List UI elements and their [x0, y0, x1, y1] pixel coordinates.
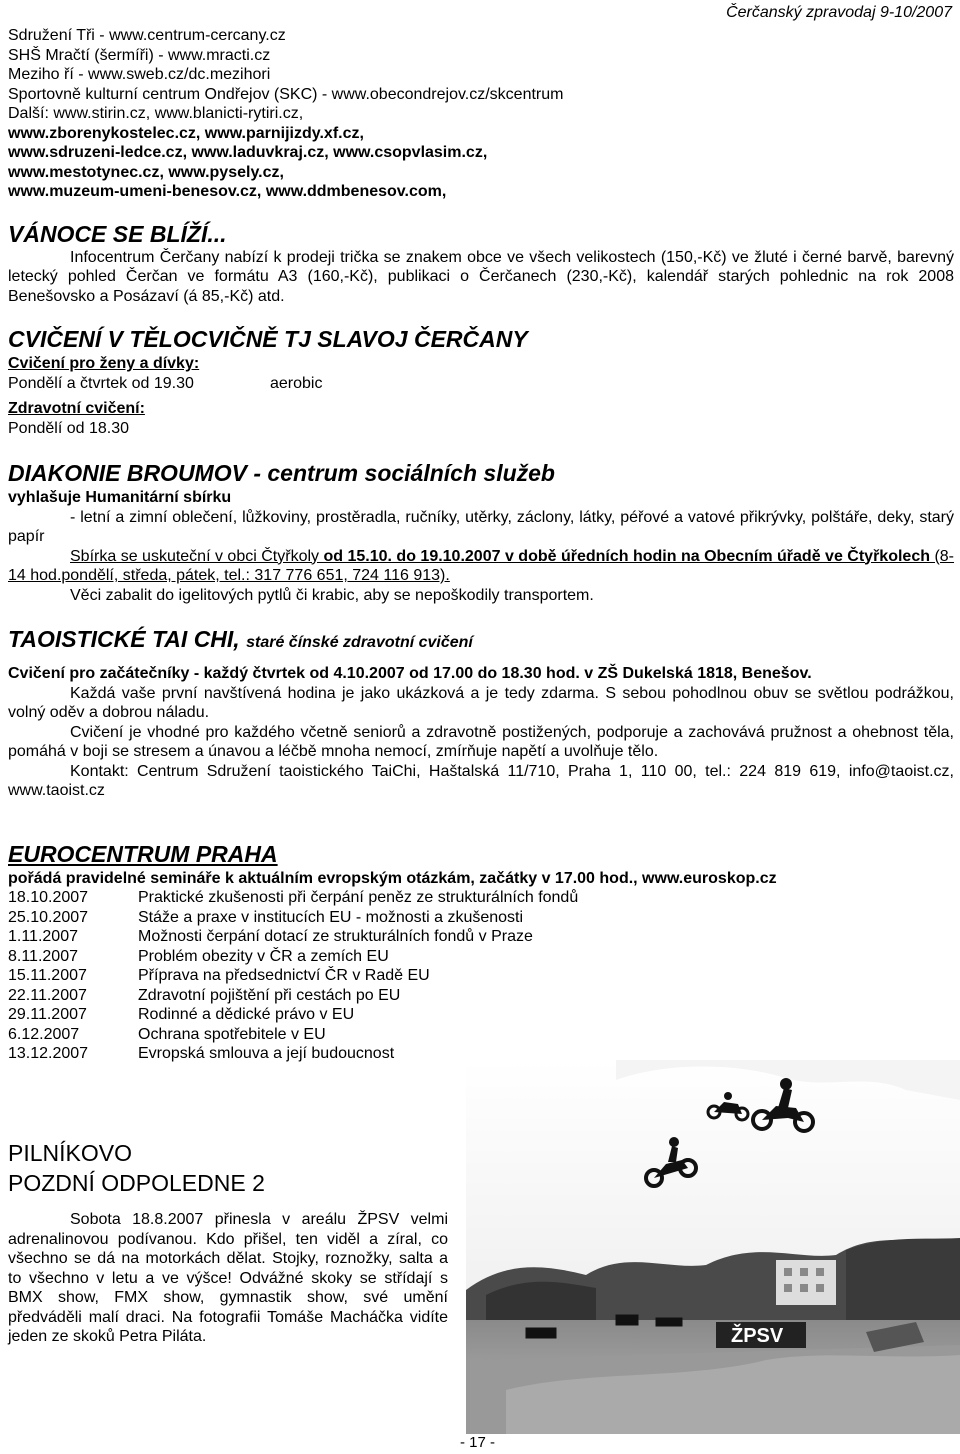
link-line[interactable]: SHŠ Mračtí (šermíři) - www.mracti.cz	[8, 46, 271, 64]
schedule-row	[8, 927, 954, 947]
link-line[interactable]: www.mestotynec.cz, www.pysely.cz,	[8, 163, 284, 181]
diakonie-announce: vyhlašuje Humanitární sbírku	[8, 489, 232, 506]
page-number: - 17 -	[460, 1434, 496, 1451]
diakonie-pack: Věci zabalit do igelitových pytlů či krabic, aby se nepoškodily transportem.	[70, 586, 594, 604]
schedule-date: 6.12.2007	[8, 1025, 80, 1043]
photo-illustration	[466, 1060, 960, 1434]
tai-subtitle: staré čínské zdravotní cvičení	[246, 634, 473, 651]
schedule-row	[8, 908, 954, 928]
link-line[interactable]: Sdružení Tři - www.centrum-cercany.cz	[8, 27, 286, 44]
schedule-date: 13.12.2007	[8, 1045, 89, 1062]
tai-contact: Kontakt: Centrum Sdružení taoistického TaiChi, Haštalská 11/710, Praha 1, 110 00, tel.: 224 819 619, info@taoist.cz, www.taoist.cz	[8, 762, 954, 799]
tai-title: TAOISTICKÉ TAI CHI,	[8, 626, 240, 652]
gym-type: aerobic	[270, 374, 323, 392]
schedule-row	[8, 1005, 954, 1025]
schedule-topic: Možnosti čerpání dotací ze strukturálních fondů v Praze	[138, 928, 533, 945]
gym-subheading-women: Cvičení pro ženy a dívky:	[8, 355, 200, 372]
gym-heading: CVIČENÍ V TĚLOCVIČNĚ TJ SLAVOJ ČERČANY	[8, 326, 528, 352]
gym-schedule-women	[8, 374, 954, 394]
diakonie-heading: DIAKONIE BROUMOV - centrum sociálních služeb	[8, 460, 555, 486]
photo-banner-text: ŽPSV	[731, 1325, 784, 1347]
link-line[interactable]: www.zborenykostelec.cz, www.parnijizdy.xf.cz,	[8, 124, 364, 142]
schedule-topic: Evropská smlouva a její budoucnost	[138, 1045, 395, 1062]
tai-paragraph-1: Každá vaše první navštívená hodina je jako ukázková a je tedy zdarma. S sebou pohodlnou obuv se světlou podrážkou, volný oděv a dobrou náladu.	[8, 684, 954, 721]
xmas-text: Infocentrum Čerčany nabízí k prodeji trička se znakem obce ve všech velikostech (150,-Kč) ve žluté i černé barvě, barevný letecký pohled Čerčan ve formátu A3 (160,-Kč), publikaci o Čerčanech (230,-Kč), kalendář starých pohlednic na rok 2008 Benešovsko a Posázaví (á 85,-Kč) atd.	[8, 248, 954, 305]
schedule-row	[8, 1025, 954, 1045]
link-line[interactable]: Meziho ří - www.sweb.cz/dc.mezihori	[8, 66, 271, 83]
schedule-date: 29.11.2007	[8, 1006, 87, 1023]
schedule-topic: Stáže a praxe v institucích EU - možnosti a zkušenosti	[138, 908, 524, 926]
xmas-heading: VÁNOCE SE BLÍŽÍ...	[8, 220, 227, 247]
schedule-row	[8, 966, 954, 986]
links-block	[8, 26, 954, 202]
euro-schedule	[8, 888, 954, 1064]
motocross-photo	[466, 1060, 960, 1434]
gym-time-women: Pondělí a čtvrtek od 19.30	[8, 374, 194, 392]
schedule-topic: Zdravotní pojištění při cestách po EU	[138, 986, 401, 1004]
pilnikovo-title-2: POZDNÍ ODPOLEDNE 2	[8, 1170, 265, 1196]
pilnikovo-heading	[8, 1138, 265, 1198]
link-line[interactable]: Sportovně kulturní centrum Ondřejov (SKC) - www.obecondrejov.cz/skcentrum	[8, 85, 564, 103]
schedule-topic: Příprava na předsednictví ČR v Radě EU	[138, 967, 430, 984]
diakonie-place-suffix: (8-14 hod.pondělí, středa, pátek, tel.: 317 776 651, 724 116 913).	[8, 547, 955, 584]
schedule-date: 15.11.2007	[8, 967, 87, 984]
diakonie-place-dates: od 15.10. do 19.10.2007 v době úředních hodin na Obecním úřadě ve Čtyřkolech	[323, 547, 930, 565]
schedule-date: 18.10.2007	[8, 889, 89, 906]
diakonie-items: - letní a zimní oblečení, lůžkoviny, prostěradla, ručníky, utěrky, záclony, látky, péřové a vatové přikrývky, polštáře, deky, starý papír	[8, 508, 954, 545]
schedule-row	[8, 888, 954, 908]
diakonie-place-prefix: Sbírka se uskuteční v obci Čtyřkoly	[70, 547, 324, 565]
schedule-date: 22.11.2007	[8, 986, 87, 1004]
euro-heading: EUROCENTRUM PRAHA	[8, 840, 278, 867]
link-line[interactable]: www.sdruzeni-ledce.cz, www.laduvkraj.cz, www.csopvlasim.cz,	[8, 144, 488, 161]
schedule-date: 1.11.2007	[8, 928, 78, 945]
link-line[interactable]: Další: www.stirin.cz, www.blanicti-rytiri.cz,	[8, 105, 304, 122]
header-title: Čerčanský zpravodaj 9-10/2007	[726, 4, 952, 21]
schedule-date: 8.11.2007	[8, 947, 78, 965]
schedule-topic: Ochrana spotřebitele v EU	[138, 1025, 326, 1043]
schedule-row	[8, 947, 954, 967]
diakonie-place	[8, 547, 954, 586]
euro-intro: pořádá pravidelné semináře k aktuálním evropským otázkám, začátky v 17.00 hod., www.euroskop.cz	[8, 869, 777, 887]
schedule-row	[8, 986, 954, 1006]
tai-schedule: Cvičení pro začátečníky - každý čtvrtek od 4.10.2007 od 17.00 do 18.30 hod. v ZŠ Dukelská 1818, Benešov.	[8, 665, 812, 682]
schedule-topic: Problém obezity v ČR a zemích EU	[138, 947, 389, 965]
pilnikovo-text: Sobota 18.8.2007 přinesla v areálu ŽPSV velmi adrenalinovou podívanou. Kdo přišel, ten viděl a zíral, co všechno se dá na motorkách dělat. Stojky, roznožky, salta a to všechno v letu a ve výšce! Odvážné skoky se střídají s BMX show, FMX show, gymnastik show, své umění předváděli malí draci. Na fotografii Tomáše Macháčka vidíte jeden ze skoků Petra Piláta.	[8, 1211, 448, 1345]
page-content	[8, 26, 954, 1064]
gym-schedule-health: Pondělí od 18.30	[8, 419, 129, 437]
pilnikovo-title-1: PILNÍKOVO	[8, 1140, 132, 1166]
schedule-topic: Praktické zkušenosti při čerpání peněz ze strukturálních fondů	[138, 889, 579, 906]
schedule-topic: Rodinné a dědické právo v EU	[138, 1006, 355, 1023]
tai-heading	[8, 624, 954, 658]
link-line[interactable]: www.muzeum-umeni-benesov.cz, www.ddmbenesov.com,	[8, 183, 447, 200]
tai-paragraph-2: Cvičení je vhodné pro každého včetně seniorů a zdravotně postižených, podporuje a zachovává pružnost a ohebnost těla, pomáhá v boji se stresem a únavou a léčbě mnoha nemocí, zmírňuje napětí a uvolňuje tělo.	[8, 723, 954, 760]
gym-subheading-health: Zdravotní cvičení:	[8, 400, 145, 417]
schedule-date: 25.10.2007	[8, 908, 89, 926]
